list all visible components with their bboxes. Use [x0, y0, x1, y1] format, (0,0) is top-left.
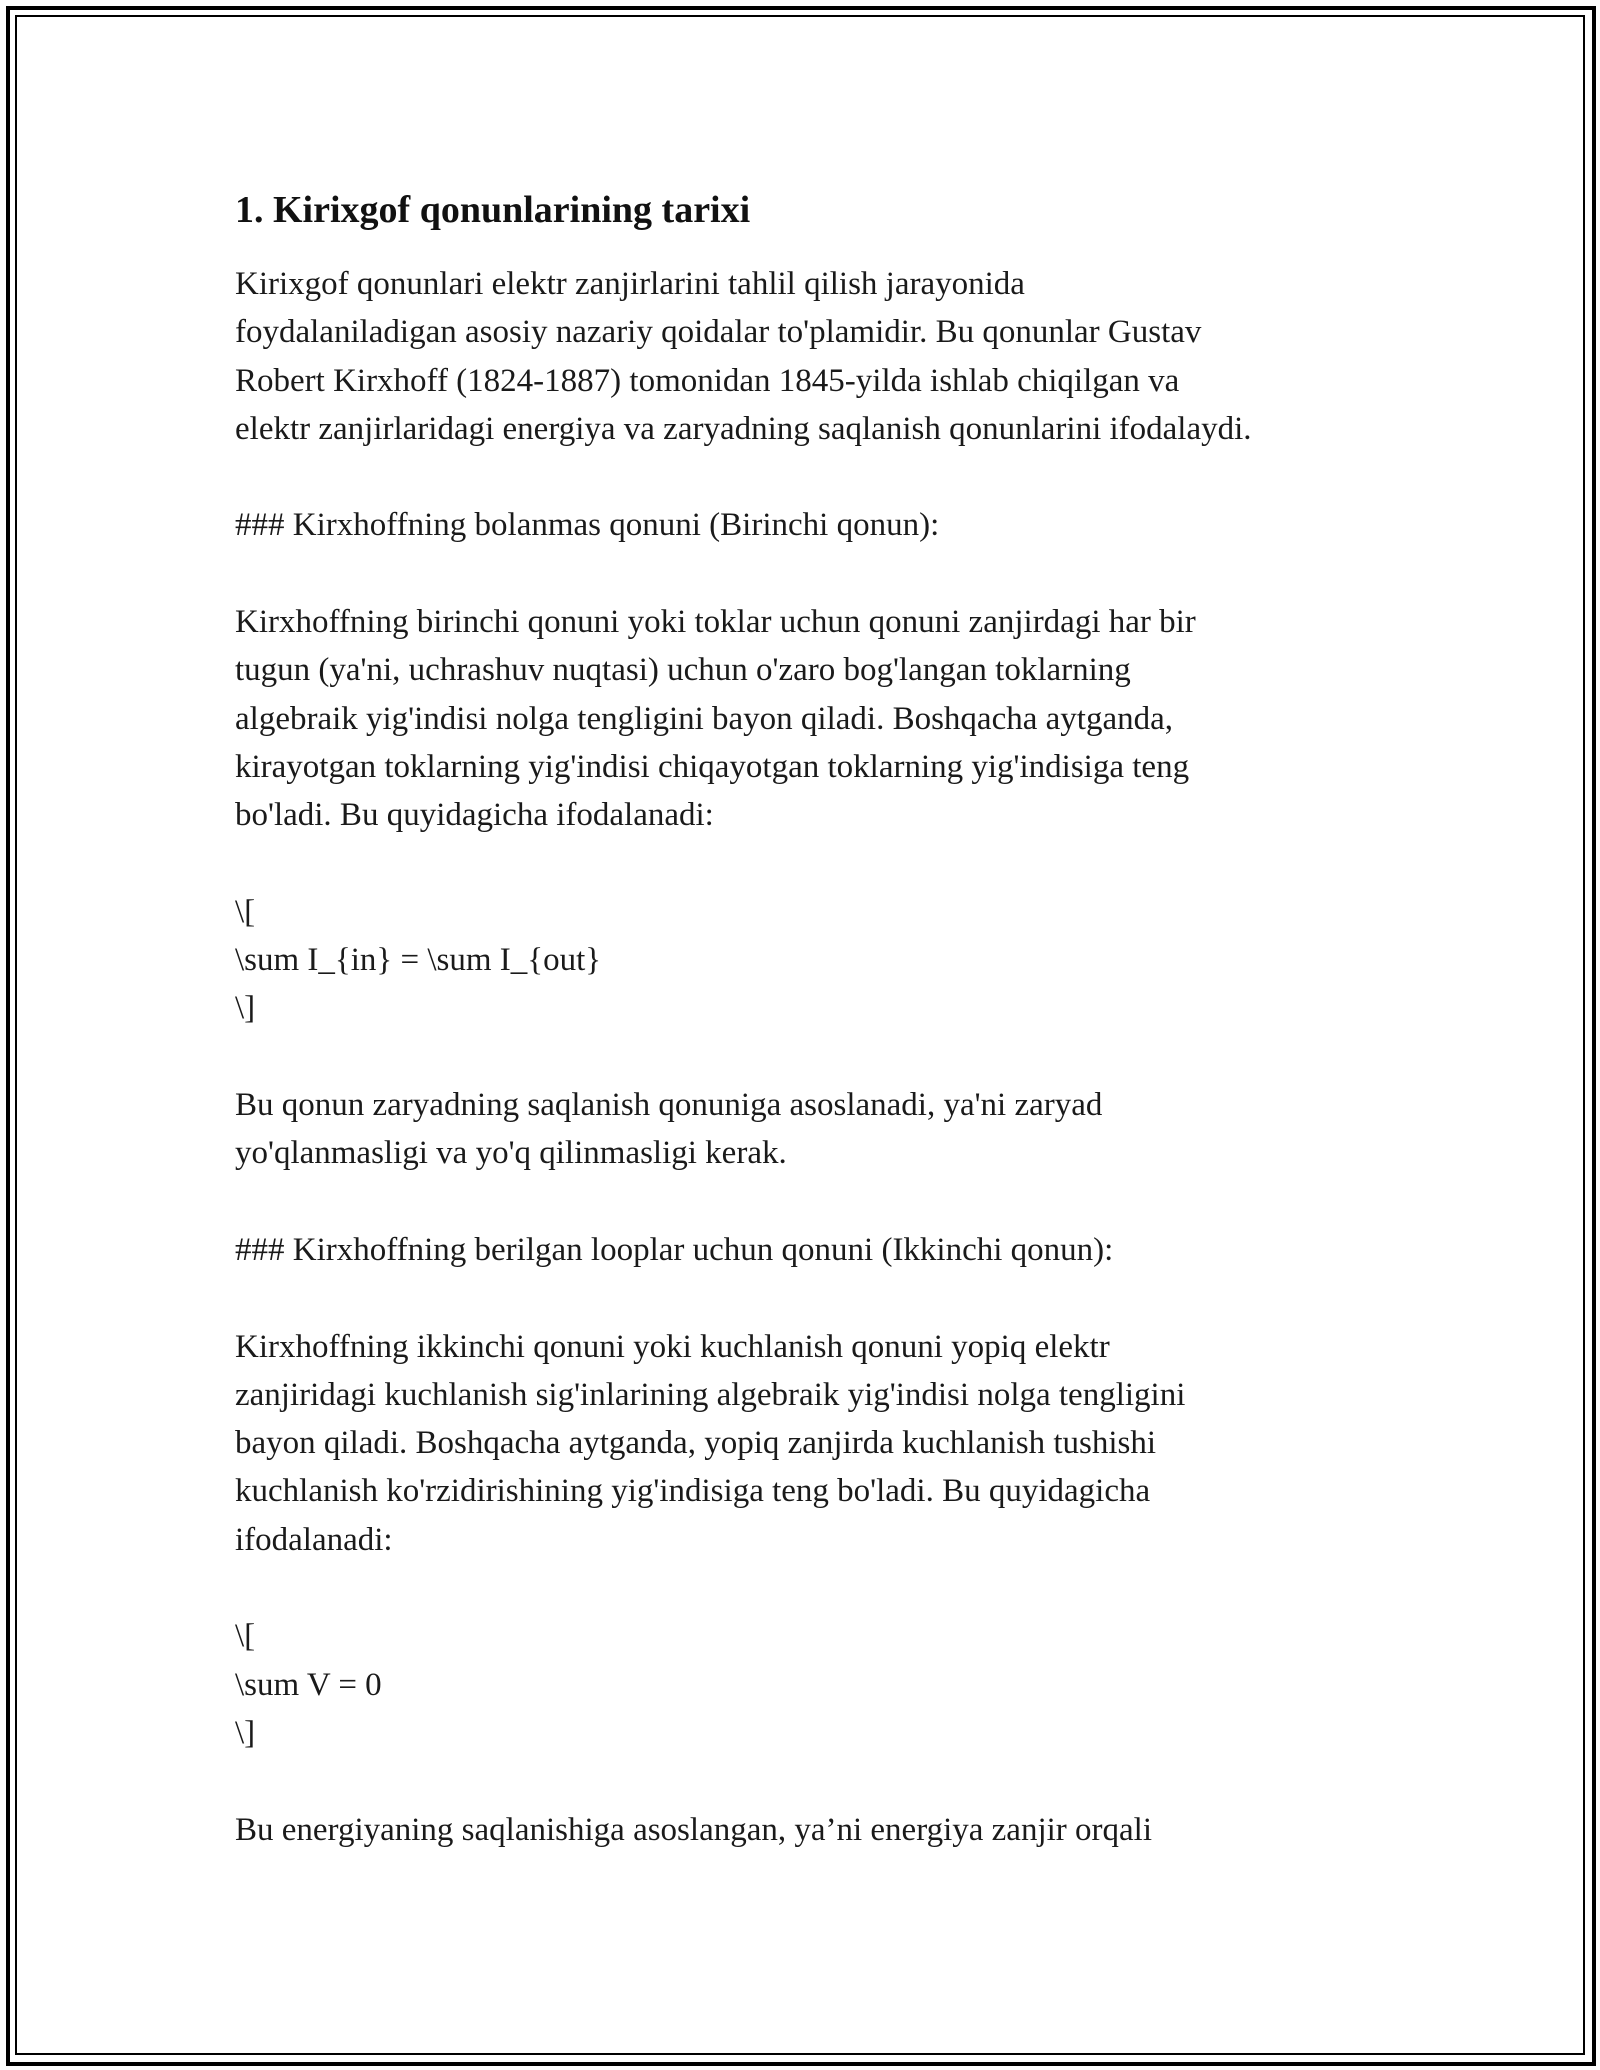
- text-line: zanjiridagi kuchlanish sig'inlarining algebraik yig'indisi nolga tengligini: [235, 1376, 1186, 1413]
- text-line: algebraik yig'indisi nolga tengligini bayon qiladi. Boshqacha aytganda,: [235, 700, 1173, 737]
- text-line: Robert Kirxhoff (1824-1887) tomonidan 1845-yilda ishlab chiqilgan va: [235, 362, 1180, 399]
- formula-line: \sum I_{in} = \sum I_{out}: [235, 942, 602, 979]
- text-line: Kirxhoffning birinchi qonuni yoki toklar uchun qonuni zanjirdagi har bir: [235, 604, 1196, 641]
- section-heading-first-law: ### Kirxhoffning bolanmas qonuni (Birinchi qonun):: [235, 507, 940, 544]
- text-line: yo'qlanmasligi va yo'q qilinmasligi kerak.: [235, 1135, 787, 1172]
- charge-conservation-paragraph: [235, 1081, 1415, 1178]
- text-line: bo'ladi. Bu quyidagicha ifodalanadi:: [235, 797, 714, 834]
- formula-line: \[: [235, 893, 256, 930]
- text-line: bayon qiladi. Boshqacha aytganda, yopiq zanjirda kuchlanish tushishi: [235, 1425, 1157, 1462]
- text-line: tugun (ya'ni, uchrashuv nuqtasi) uchun o'zaro bog'langan toklarning: [235, 652, 1131, 689]
- energy-conservation-paragraph: [235, 1806, 1415, 1854]
- spacer: [235, 840, 1415, 888]
- text-line: kirayotgan toklarning yig'indisi chiqayotgan toklarning yig'indisiga teng: [235, 748, 1190, 785]
- text-line: Bu qonun zaryadning saqlanish qonuniga asoslanadi, ya'ni zaryad: [235, 1087, 1103, 1124]
- intro-paragraph: [235, 260, 1415, 453]
- text-line: Kirxhoffning ikkinchi qonuni yoki kuchlanish qonuni yopiq elektr: [235, 1328, 1110, 1365]
- text-line: ifodalanadi:: [235, 1521, 393, 1558]
- formula-line: \]: [235, 990, 256, 1027]
- text-line: kuchlanish ko'rzidirishining yig'indisiga teng bo'ladi. Bu quyidagicha: [235, 1473, 1151, 1510]
- section-heading-second-law: ### Kirxhoffning berilgan looplar uchun qonuni (Ikkinchi qonun):: [235, 1231, 1114, 1268]
- document-title: 1. Kirixgof qonunlarining tarixi: [235, 189, 751, 231]
- formula-line: \]: [235, 1714, 256, 1751]
- formula-first-law: [235, 888, 1415, 1033]
- document-body: [235, 186, 1415, 1854]
- second-law-paragraph: [235, 1323, 1415, 1564]
- formula-line: \[: [235, 1618, 256, 1655]
- text-line: elektr zanjirlaridagi energiya va zaryadning saqlanish qonunlarini ifodalaydi.: [235, 410, 1252, 447]
- spacer: [235, 453, 1415, 501]
- first-law-paragraph: [235, 598, 1415, 839]
- spacer: [235, 1564, 1415, 1612]
- spacer: [235, 550, 1415, 598]
- formula-line: \sum V = 0: [235, 1666, 382, 1703]
- spacer: [235, 1757, 1415, 1805]
- spacer: [235, 1033, 1415, 1081]
- text-line: foydalaniladigan asosiy nazariy qoidalar to'plamidir. Bu qonunlar Gustav: [235, 314, 1202, 351]
- formula-second-law: [235, 1612, 1415, 1757]
- spacer: [235, 1274, 1415, 1322]
- text-line: Bu energiyaning saqlanishiga asoslangan, ya’ni energiya zanjir orqali: [235, 1811, 1153, 1848]
- spacer: [235, 1178, 1415, 1226]
- text-line: Kirixgof qonunlari elektr zanjirlarini tahlil qilish jarayonida: [235, 266, 1025, 302]
